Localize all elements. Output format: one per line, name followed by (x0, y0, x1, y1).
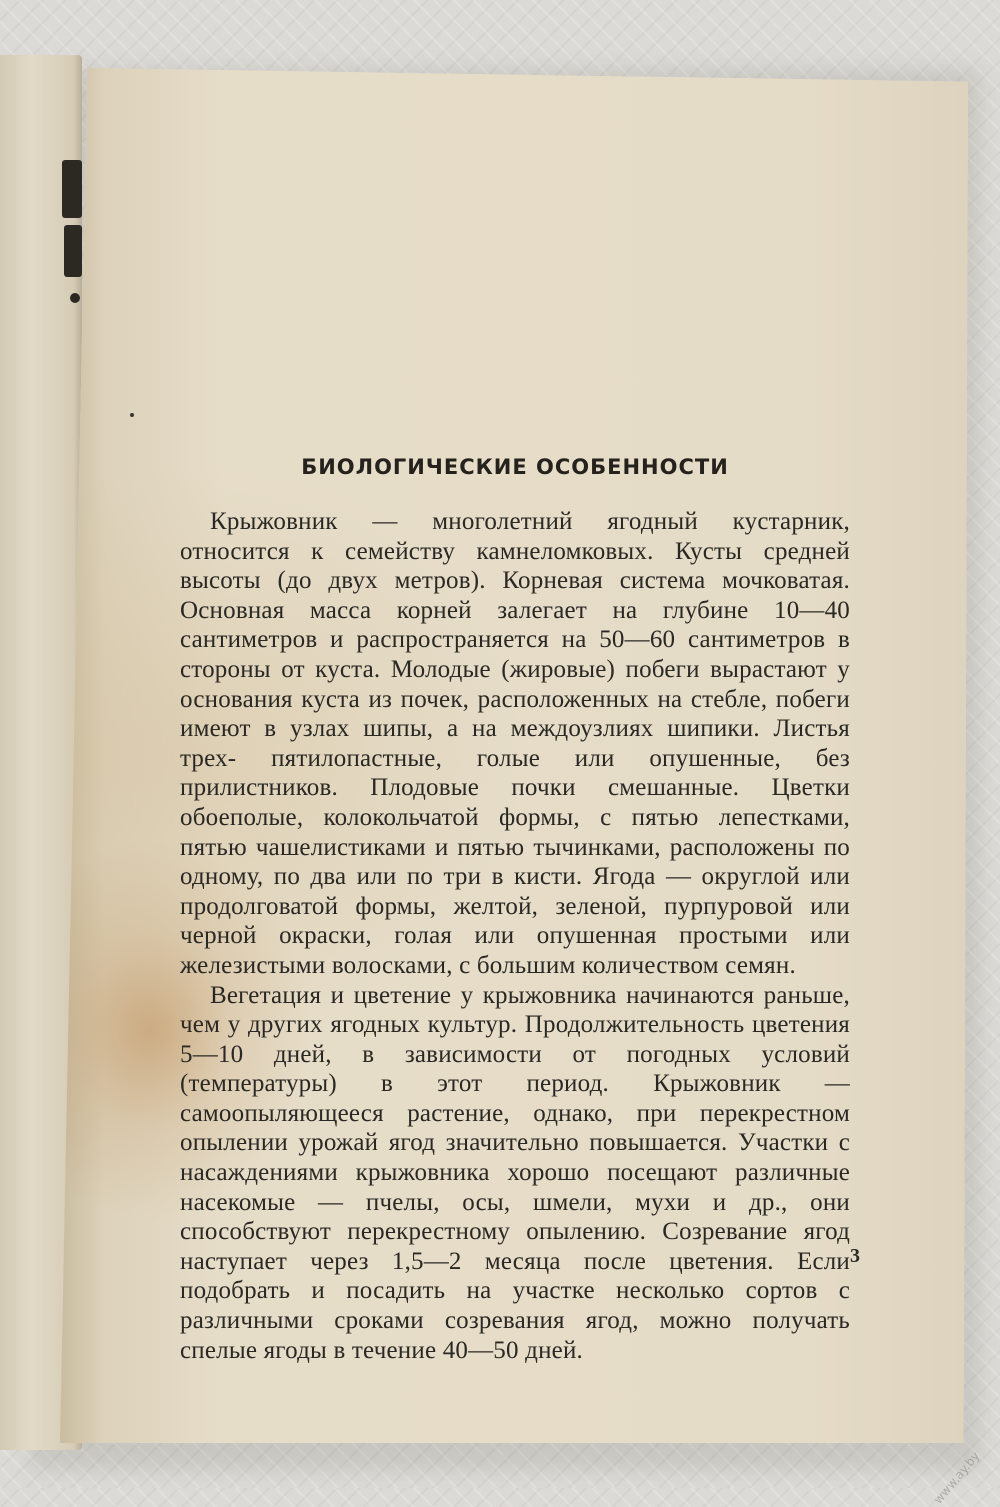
watermark: www.ay.by (930, 1449, 982, 1507)
ink-speck (130, 413, 134, 417)
left-page-print-fragment (64, 225, 82, 277)
page-content (180, 455, 850, 1365)
page-number: 3 (850, 1245, 860, 1267)
left-page-print-fragment (62, 160, 82, 218)
paragraph-biology: Крыжовник — многолетний ягодный кустарник, относится к семейству камнеломковых. Кусты средней высоты (до двух метров). Корневая система мочковатая. Основная масса корней залегает на глубине 10—40 сантиметров и распространяется на 50—60 сантиметров в стороны от куста. Молодые (жировые) побеги вырастают у основания куста из почек, расположенных на стебле, побеги имеют в узлах шипы, а на междоузлиях шипики. Листья трех- пятилопастные, голые или опушенные, без прилистников. Плодовые почки смешанные. Цветки обоеполые, колокольчатой формы, с пятью лепестками, пятью чашелистиками и пятью тычинками, расположены по одному, по два или по три в кисти. Ягода — округлой или продолговатой формы, желтой, зеленой, пурпуровой или черной окраски, голая или опушенная простыми или железистыми волосками, с большим количеством семян. (180, 508, 850, 979)
paragraph-vegetation: Вегетация и цветение у крыжовника начинаются раньше, чем у других ягодных культур. Продолжительность цветения 5—10 дней, в зависимости от погодных условий (температуры) в этот период. Крыжовник — самоопыляющееся растение, однако, при перекрестном опылении урожай ягод значительно повышается. Участки с насаждениями крыжовника хорошо посещают различные насекомые — пчелы, осы, шмели, мухи и др., они способствуют перекрестному опылению. Созревание ягод наступает через 1,5—2 месяца после цветения. Если подобрать и посадить на участке несколько сортов с различными сроками созревания ягод, можно получать спелые ягоды в течение 40—50 дней. (180, 981, 850, 1364)
left-page-print-fragment (70, 293, 80, 303)
section-heading: БИОЛОГИЧЕСКИЕ ОСОБЕННОСТИ (301, 455, 729, 479)
